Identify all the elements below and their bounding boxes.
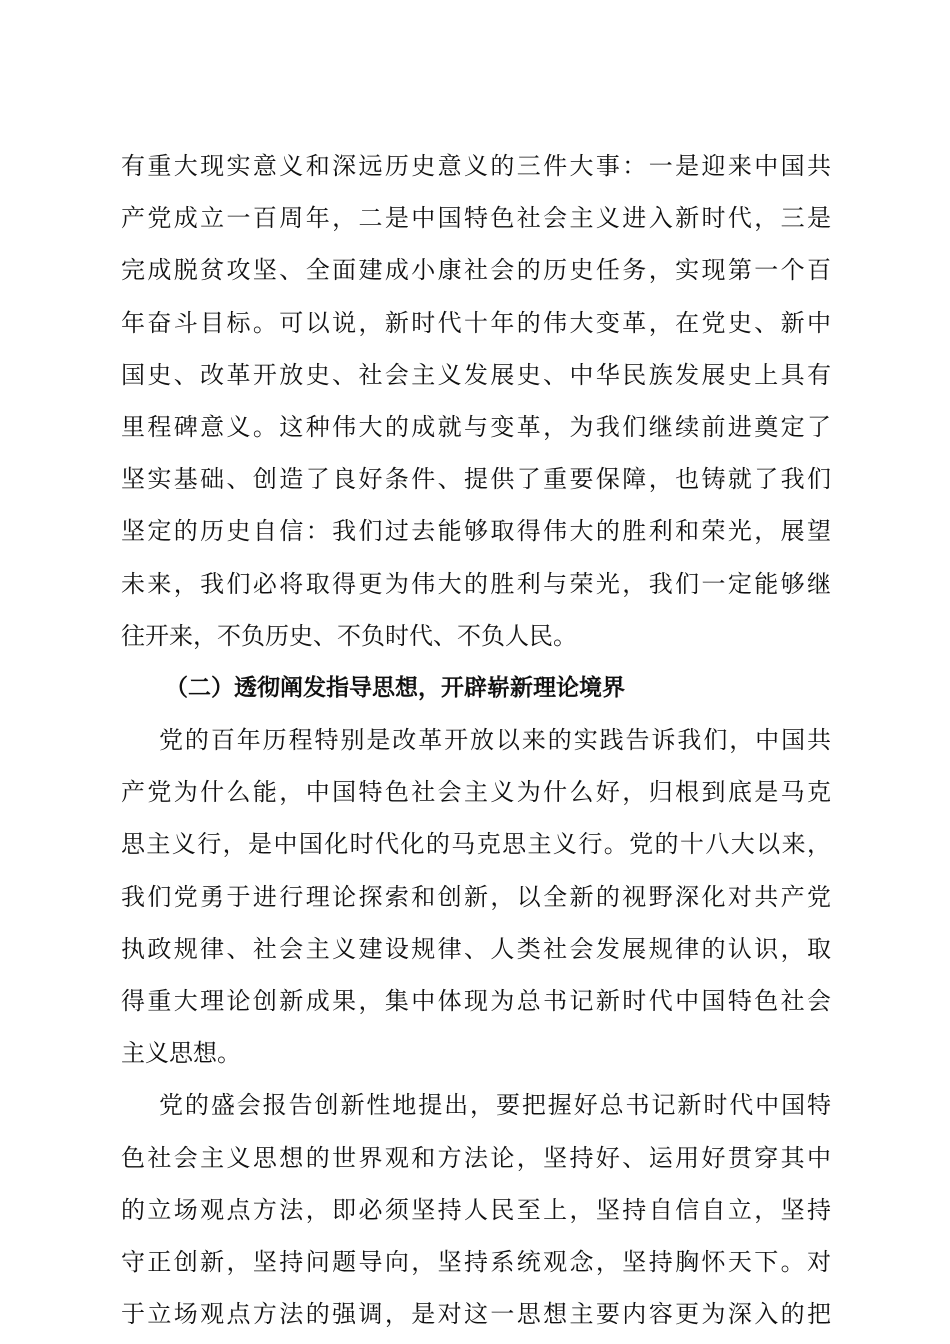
text-line: 党的盛会报告创新性地提出，要把握好总书记新时代中国特 <box>159 1091 831 1120</box>
text-line: 完成脱贫攻坚、全面建成小康社会的历史任务，实现第一个百 <box>121 256 831 285</box>
text-line: 有重大现实意义和深远历史意义的三件大事：一是迎来中国共 <box>121 152 831 180</box>
text-line: 往开来，不负历史、不负时代、不负人民。 <box>121 621 577 650</box>
text-line: 主义思想。 <box>121 1039 241 1068</box>
text-line: 执政规律、社会主义建设规律、人类社会发展规律的认识，取 <box>121 934 831 963</box>
text-line: 坚实基础、创造了良好条件、提供了重要保障，也铸就了我们 <box>121 465 831 494</box>
text-line: 未来，我们必将取得更为伟大的胜利与荣光，我们一定能够继 <box>121 569 831 598</box>
text-line: 思主义行，是中国化时代化的马克思主义行。党的十八大以来， <box>121 830 831 859</box>
text-line: 里程碑意义。这种伟大的成就与变革，为我们继续前进奠定了 <box>121 412 831 441</box>
text-line: 于立场观点方法的强调，是对这一思想主要内容更为深入的把 <box>121 1300 831 1329</box>
text-line: 我们党勇于进行理论探索和创新，以全新的视野深化对共产党 <box>121 882 831 911</box>
text-line: 的立场观点方法，即必须坚持人民至上，坚持自信自立，坚持 <box>121 1195 831 1224</box>
text-line: 产党成立一百周年，二是中国特色社会主义进入新时代，三是 <box>121 204 831 233</box>
text-line: 党的百年历程特别是改革开放以来的实践告诉我们，中国共 <box>159 726 831 755</box>
text-line: 得重大理论创新成果，集中体现为总书记新时代中国特色社会 <box>121 987 831 1015</box>
document-body <box>121 140 831 1340</box>
text-line: 年奋斗目标。可以说，新时代十年的伟大变革，在党史、新中 <box>121 308 831 337</box>
text-line: 守正创新，坚持问题导向，坚持系统观念，坚持胸怀天下。对 <box>121 1247 831 1276</box>
text-line: 坚定的历史自信：我们过去能够取得伟大的胜利和荣光，展望 <box>121 517 831 546</box>
section-heading: （二）透彻阐发指导思想，开辟崭新理论境界 <box>165 674 625 701</box>
text-line: 国史、改革开放史、社会主义发展史、中华民族发展史上具有 <box>121 360 831 389</box>
text-line: 色社会主义思想的世界观和方法论，坚持好、运用好贯穿其中 <box>121 1143 831 1172</box>
text-line: 产党为什么能，中国特色社会主义为什么好，归根到底是马克 <box>121 778 831 807</box>
